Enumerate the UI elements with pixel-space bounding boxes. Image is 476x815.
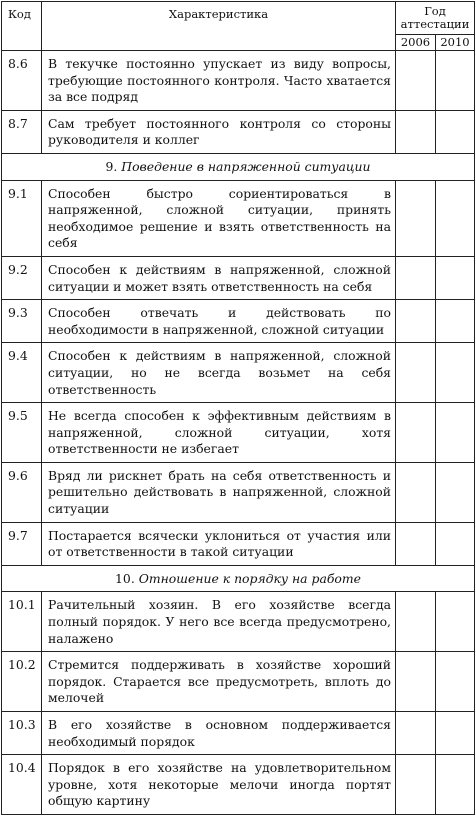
table-row	[2, 522, 475, 565]
score-cell-2006[interactable]	[396, 180, 436, 256]
score-cell-2010[interactable]	[436, 652, 475, 712]
attestation-table	[1, 1, 475, 815]
table-row	[2, 755, 475, 815]
row-code: 10.1	[2, 592, 42, 652]
score-cell-2010[interactable]	[436, 110, 475, 153]
row-text: В текучке постоянно упускает из виду вопросы, требующие постоянного контроля. Часто хватается за все подряд	[42, 51, 396, 111]
score-cell-2006[interactable]	[396, 522, 436, 565]
row-code: 9.3	[2, 300, 42, 343]
score-cell-2006[interactable]	[396, 300, 436, 343]
score-cell-2010[interactable]	[436, 403, 475, 463]
row-code: 9.1	[2, 180, 42, 256]
header-characteristic: Характеристика	[42, 2, 396, 51]
row-code: 9.7	[2, 522, 42, 565]
score-cell-2010[interactable]	[436, 300, 475, 343]
row-text: Стремится поддерживать в хозяйстве хороший порядок. Старается все предусмотреть, вплоть до мелочей	[42, 652, 396, 712]
score-cell-2006[interactable]	[396, 592, 436, 652]
score-cell-2006[interactable]	[396, 712, 436, 755]
table-row	[2, 462, 475, 522]
table-row	[2, 300, 475, 343]
score-cell-2006[interactable]	[396, 256, 436, 299]
row-code: 9.6	[2, 462, 42, 522]
header-year-2010: 2010	[436, 35, 475, 51]
table-row	[2, 256, 475, 299]
score-cell-2006[interactable]	[396, 652, 436, 712]
section-number: 9.	[105, 158, 118, 174]
score-cell-2010[interactable]	[436, 592, 475, 652]
header-row	[2, 2, 475, 35]
score-cell-2010[interactable]	[436, 343, 475, 403]
section-title-9	[2, 153, 475, 180]
table-row	[2, 403, 475, 463]
score-cell-2010[interactable]	[436, 522, 475, 565]
score-cell-2010[interactable]	[436, 256, 475, 299]
row-text: Способен к действиям в напряженной, сложной ситуации и может взять ответственность на себя	[42, 256, 396, 299]
score-cell-2010[interactable]	[436, 462, 475, 522]
section-name: Отношение к порядку на работе	[138, 570, 361, 586]
row-code: 10.3	[2, 712, 42, 755]
table-row	[2, 343, 475, 403]
row-code: 9.2	[2, 256, 42, 299]
header-code: Код	[2, 2, 42, 51]
row-text: Вряд ли рискнет брать на себя ответственность и решительно действовать в напряженной, сложной ситуации	[42, 462, 396, 522]
table-row	[2, 110, 475, 153]
section-row	[2, 153, 475, 180]
header-attestation-year	[396, 2, 475, 35]
row-code: 9.5	[2, 403, 42, 463]
score-cell-2010[interactable]	[436, 712, 475, 755]
header-year-2006: 2006	[396, 35, 436, 51]
table-row	[2, 51, 475, 111]
row-text: Сам требует постоянного контроля со стороны руководителя и коллег	[42, 110, 396, 153]
score-cell-2010[interactable]	[436, 755, 475, 815]
row-text: Постарается всячески уклониться от участия или от ответственности в такой ситуации	[42, 522, 396, 565]
row-text: Способен к действиям в напряженной, сложной ситуации, но не всегда возьмет на себя ответственность	[42, 343, 396, 403]
header-year-line2: аттестации	[400, 17, 470, 31]
row-text: Способен быстро сориентироваться в напряженной, сложной ситуации, принять необходимое решение и взять ответственность на себя	[42, 180, 396, 256]
score-cell-2010[interactable]	[436, 180, 475, 256]
row-code: 10.2	[2, 652, 42, 712]
section-name: Поведение в напряженной ситуации	[121, 158, 371, 174]
row-code: 10.4	[2, 755, 42, 815]
row-text: В его хозяйстве в основном поддерживается необходимый порядок	[42, 712, 396, 755]
table-row	[2, 180, 475, 256]
table-row	[2, 712, 475, 755]
row-text: Способен отвечать и действовать по необходимости в напряженной, сложной ситуации	[42, 300, 396, 343]
score-cell-2006[interactable]	[396, 755, 436, 815]
score-cell-2006[interactable]	[396, 343, 436, 403]
row-code: 8.7	[2, 110, 42, 153]
section-title-10	[2, 565, 475, 592]
row-text: Рачительный хозяин. В его хозяйстве всегда полный порядок. У него все всегда предусмотрено, налажено	[42, 592, 396, 652]
score-cell-2010[interactable]	[436, 51, 475, 111]
table-row	[2, 592, 475, 652]
row-code: 9.4	[2, 343, 42, 403]
header-year-line1: Год	[424, 4, 446, 18]
score-cell-2006[interactable]	[396, 110, 436, 153]
score-cell-2006[interactable]	[396, 462, 436, 522]
score-cell-2006[interactable]	[396, 403, 436, 463]
row-text: Порядок в его хозяйстве на удовлетворительном уровне, хотя некоторые мелочи иногда портят общую картину	[42, 755, 396, 815]
score-cell-2006[interactable]	[396, 51, 436, 111]
row-code: 8.6	[2, 51, 42, 111]
table-row	[2, 652, 475, 712]
row-text: Не всегда способен к эффективным действиям в напряженной, сложной ситуации, хотя ответственности не избегает	[42, 403, 396, 463]
section-row	[2, 565, 475, 592]
section-number: 10.	[115, 570, 135, 586]
